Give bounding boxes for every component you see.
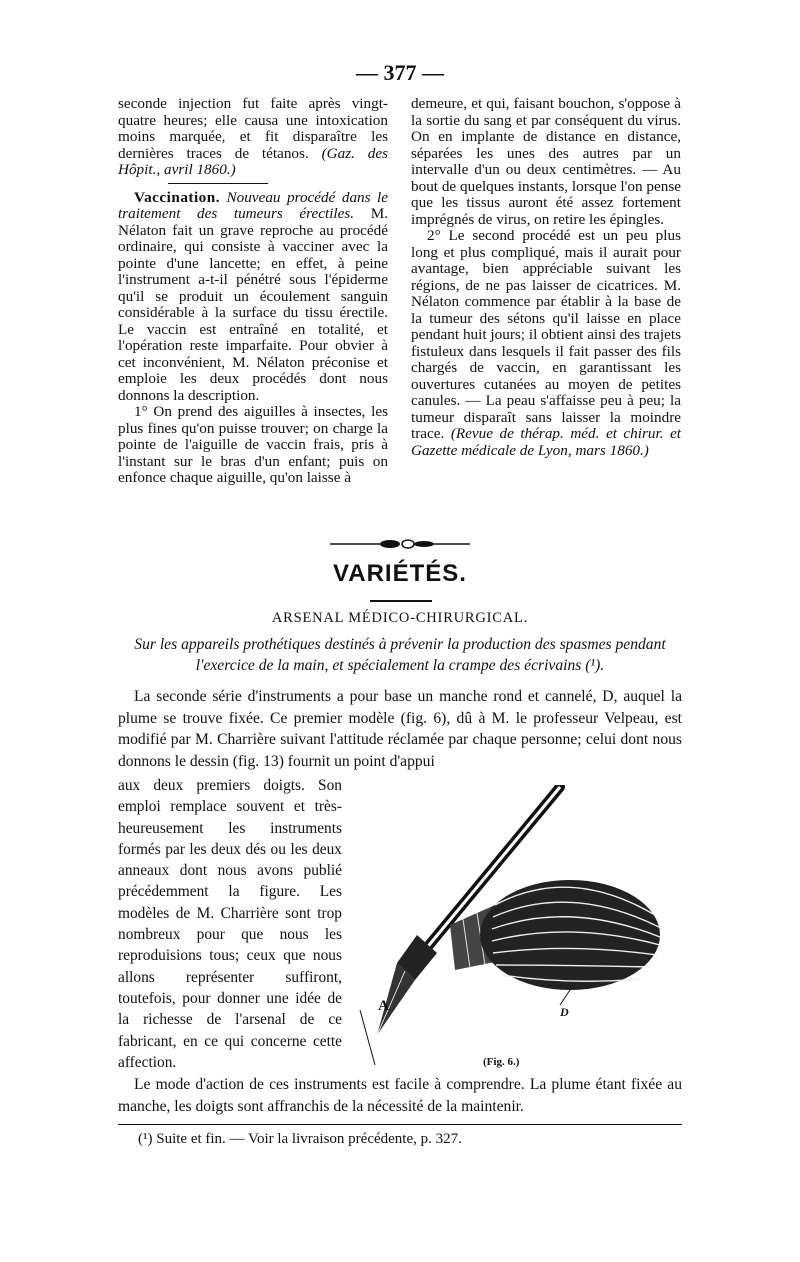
footnote-rule [118, 1124, 682, 1125]
right-paragraph-2-reference: (Revue de thérap. méd. et chirur. et Gazette médicale de Lyon, mars 1860.) [411, 425, 681, 459]
vaccination-text: M. Nélaton fait un grave reproche au procédé ordinaire, qui consiste à vacciner avec la pointe d'une lancette; en effet, à peine l'instrument a-t-il pénétré sous l'épiderme qu'il se produit un écoulement sanguin considérable à la surface du tissu érectile. Le vaccin est entraîné en totalité, et l'opération reste imparfaite. Pour obvier à cet inconvénient, M. Nélaton préconise et emploie les deux procédés dont nous donnons la description. [118, 205, 388, 404]
article-paragraph-1-text: La seconde série d'instruments a pour base un manche rond et cannelé, D, auquel la plume se trouve fixée. Ce premier modèle (fig. 6), dû à M. le professeur Velpeau, est modifié par M. Charrière suivant l'attitude réclamée par chaque personne; celui dont nous donnons le dessin (fig. 13) fournit un point d'appui [118, 688, 682, 770]
left-paragraph-3: 1° On prend des aiguilles à insectes, les plus fines qu'on puisse trouver; on charge la pointe de l'aiguille de vaccin frais, pris à l'instant sur le bras d'un enfant; puis on enfonce chaque aiguille, qu'on laisse à [118, 403, 388, 486]
page-number: — 377 — [356, 60, 444, 85]
article-paragraph-2 [118, 1074, 682, 1117]
right-paragraph-1: demeure, et qui, faisant bouchon, s'oppose à la sortie du sang et par conséquent du virus. On en implante de distance en distance, séparées les unes des autres par un intervalle d'un ou deux centimètres. — Au bout de quelques instants, lorsque l'on pense que les tissus auront été assez fortement imprégnés de virus, on retire les épingles. [411, 95, 681, 228]
section-title: VARIÉTÉS. [333, 560, 467, 587]
article-wrap-column [118, 775, 342, 1073]
right-paragraph-2 [411, 228, 681, 459]
figure-label-a: A [378, 998, 389, 1014]
left-column [118, 96, 388, 487]
left-paragraph-1-text: seconde injection fut faite après vingt-quatre heures; elle causa une intoxication moins marquée, et fit disparaître les dernières traces de tétanos. [118, 95, 388, 162]
figure-caption: (Fig. 6.) [483, 1056, 520, 1068]
article-paragraph-2-text: Le mode d'action de ces instruments est facile à comprendre. La plume étant fixée au manche, les doigts sont affranchis de la nécessité de la maintenir. [118, 1076, 682, 1115]
vaccination-paragraph [118, 190, 388, 405]
short-divider [168, 183, 268, 184]
pen-holder-illustration [355, 785, 675, 1075]
title-rule [370, 600, 432, 602]
vaccination-heading: Vaccination. [134, 188, 221, 206]
left-paragraph-1 [118, 96, 388, 179]
subsection-title: ARSENAL MÉDICO-CHIRURGICAL. [271, 610, 529, 626]
left-paragraph-1-reference: (Gaz. des Hôpit., avril 1860.) [118, 144, 389, 178]
article-paragraph-1-continued: aux deux premiers doigts. Son emploi remplace souvent et très-heureusement les instruments formés par les deux dés ou les deux anneaux dont nous avons publié précédemment la figure. Les modèles de M. Charrière sont trop nombreux pour que nous les reproduisions tous; ceux que nous allons représenter suffiront, toutefois, pour donner une idée de la richesse de l'arsenal de ce fabricant, en ce qui concerne cette affection. [118, 777, 342, 1071]
right-paragraph-2-text: 2° Le second procédé est un peu plus long et plus compliqué, mais il aurait pour avantage, bien appréciable suivant les régions, de ne pas laisser de cicatrices. M. Nélaton commence par établir à la base de la tumeur des sétons qu'il laisse en place pendant huit jours; il obtient ainsi des trajets fistuleux dans lesquels il fait passer des fils chargés de vaccin, en garantissant les ouvertures cutanées au moyen de petites canules. — La peau s'affaisse peu à peu; la tumeur disparaît sans laisser la moindre trace. [411, 227, 681, 442]
ornament-divider [330, 538, 470, 550]
article-paragraph-1 [118, 686, 682, 772]
right-column [411, 96, 681, 459]
article-title [118, 634, 682, 676]
figure-label-d: D [560, 1005, 569, 1019]
article-title-text: Sur les appareils prothétiques destinés à prévenir la production des spasmes pendant l'exercice de la main, et spécialement la crampe des écrivains [134, 636, 666, 674]
article-title-note: (¹). [585, 657, 605, 674]
vaccination-subtitle: Nouveau procédé dans le traitement des tumeurs érectiles. [118, 188, 388, 222]
footnote: (¹) Suite et fin. — Voir la livraison précédente, p. 327. [138, 1131, 462, 1147]
